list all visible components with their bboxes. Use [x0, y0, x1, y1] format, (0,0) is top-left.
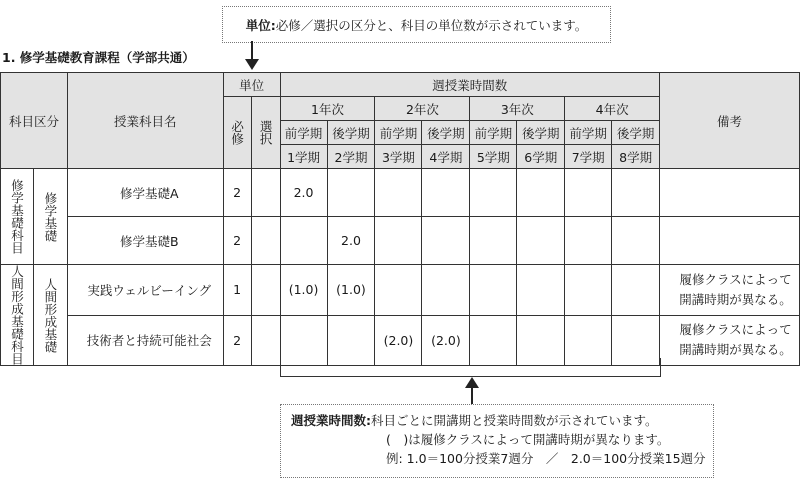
header-half: 後学期 — [327, 121, 375, 145]
category-main-cell — [1, 265, 34, 366]
term-hours — [565, 169, 612, 217]
term-hours: 2.0 — [280, 169, 327, 217]
credits-callout — [222, 6, 611, 43]
term-hours — [470, 217, 517, 265]
term-hours: 2.0 — [327, 217, 375, 265]
header-term: 6学期 — [517, 145, 565, 169]
header-required — [223, 97, 251, 169]
header-half: 後学期 — [422, 121, 470, 145]
header-term: 8学期 — [612, 145, 660, 169]
course-name: 修学基礎A — [67, 169, 223, 217]
remarks-cell — [660, 265, 800, 316]
header-course-name: 授業科目名 — [67, 73, 223, 169]
header-required-label: 必修 — [229, 120, 245, 145]
elective-credits — [251, 315, 280, 366]
header-half: 前学期 — [375, 121, 422, 145]
header-term: 3学期 — [375, 145, 422, 169]
header-half: 前学期 — [565, 121, 612, 145]
weekly-hours-callout-line-2: ( )は履修クラスによって開講時期が異なります。 — [386, 432, 670, 447]
remarks-line-1: 履修クラスによって — [679, 322, 792, 338]
weekly-hours-bracket — [280, 358, 661, 377]
header-half: 前学期 — [470, 121, 517, 145]
term-hours — [517, 217, 565, 265]
term-hours — [327, 169, 375, 217]
weekly-hours-callout — [280, 404, 714, 478]
term-hours — [612, 265, 660, 316]
required-credits: 1 — [223, 265, 251, 316]
category-sub-cell — [33, 265, 67, 366]
category-main-cell — [1, 169, 34, 265]
header-year-1: 1年次 — [280, 97, 375, 121]
table-row — [1, 169, 800, 217]
term-hours — [517, 169, 565, 217]
term-hours — [422, 265, 470, 316]
weekly-hours-callout-label: 週授業時間数: — [291, 413, 371, 428]
header-term: 5学期 — [470, 145, 517, 169]
required-credits: 2 — [223, 169, 251, 217]
course-name: 技術者と持続可能社会 — [67, 315, 223, 366]
term-hours — [612, 217, 660, 265]
term-hours — [517, 265, 565, 316]
required-credits: 2 — [223, 217, 251, 265]
course-name: 修学基礎B — [67, 217, 223, 265]
required-credits: 2 — [223, 315, 251, 366]
header-half: 後学期 — [517, 121, 565, 145]
elective-credits — [251, 265, 280, 316]
header-elective — [251, 97, 280, 169]
credits-callout-label: 単位: — [245, 17, 276, 33]
table-row — [1, 217, 800, 265]
term-hours: (1.0) — [280, 265, 327, 316]
header-term: 7学期 — [565, 145, 612, 169]
term-hours — [565, 217, 612, 265]
elective-credits — [251, 217, 280, 265]
credits-callout-text: 必修／選択の区分と、科目の単位数が示されています。 — [275, 17, 588, 33]
header-credits: 単位 — [223, 73, 280, 97]
weekly-hours-callout-text: 科目ごとに開講期と授業時間数が示されています。 — [371, 413, 658, 428]
remarks-cell — [660, 169, 800, 217]
category-main-label: 人間形成基礎科目 — [9, 265, 25, 365]
header-weekly-hours: 週授業時間数 — [280, 73, 660, 97]
term-hours — [280, 217, 327, 265]
elective-credits — [251, 169, 280, 217]
header-elective-label: 選択 — [258, 120, 274, 145]
term-hours: (2.0) — [375, 315, 422, 366]
term-hours — [612, 169, 660, 217]
term-hours — [422, 217, 470, 265]
table-row — [1, 265, 800, 316]
term-hours — [375, 169, 422, 217]
credits-arrow-head-icon — [245, 59, 259, 70]
curriculum-table — [0, 72, 800, 366]
weekly-hours-arrow-line — [471, 386, 473, 404]
category-sub-label: 人間形成基礎 — [42, 277, 58, 353]
header-term: 4学期 — [422, 145, 470, 169]
header-half: 前学期 — [280, 121, 327, 145]
weekly-hours-callout-line-3: 例: 1.0＝100分授業7週分 ／ 2.0＝100分授業15週分 — [386, 451, 706, 466]
header-year-2: 2年次 — [375, 97, 470, 121]
header-category: 科目区分 — [1, 73, 68, 169]
header-remarks: 備考 — [660, 73, 800, 169]
remarks-line-2: 開講時期が異なる。 — [679, 342, 792, 358]
category-sub-cell — [33, 169, 67, 265]
remarks-cell — [660, 217, 800, 265]
remarks-line-1: 履修クラスによって — [679, 271, 792, 287]
course-name: 実践ウェルビーイング — [67, 265, 223, 316]
weekly-hours-callout-line-1 — [291, 411, 713, 430]
term-hours — [470, 265, 517, 316]
header-half: 後学期 — [612, 121, 660, 145]
section-title: 1. 修学基礎教育課程（学部共通） — [2, 50, 195, 65]
remarks-cell — [660, 315, 800, 366]
term-hours — [565, 265, 612, 316]
header-term: 1学期 — [280, 145, 327, 169]
term-hours: (2.0) — [422, 315, 470, 366]
term-hours — [375, 217, 422, 265]
term-hours — [470, 169, 517, 217]
remarks-line-2: 開講時期が異なる。 — [679, 291, 792, 307]
term-hours — [422, 169, 470, 217]
category-sub-label: 修学基礎 — [42, 191, 58, 242]
header-year-4: 4年次 — [565, 97, 660, 121]
term-hours: (1.0) — [327, 265, 375, 316]
header-year-3: 3年次 — [470, 97, 565, 121]
credits-arrow-line — [251, 41, 253, 61]
category-main-label: 修学基礎科目 — [9, 179, 25, 254]
term-hours — [375, 265, 422, 316]
header-term: 2学期 — [327, 145, 375, 169]
